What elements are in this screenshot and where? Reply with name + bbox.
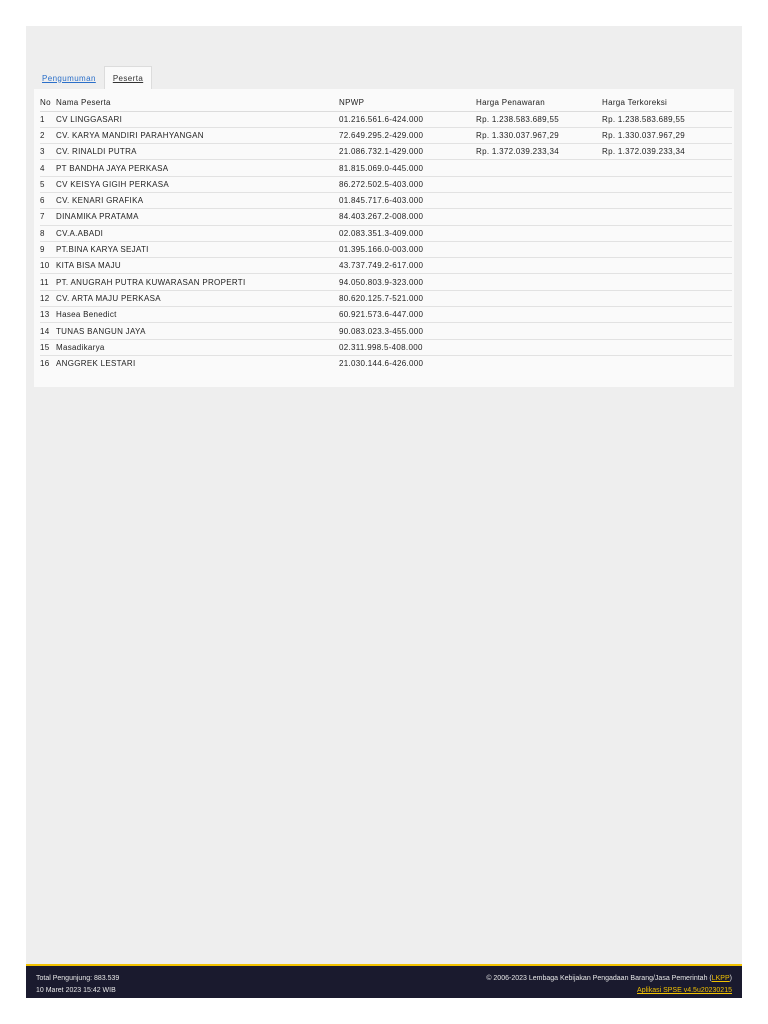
row-harga-terkoreksi [602,339,732,355]
row-harga-penawaran: Rp. 1.372.039.233,34 [476,144,602,160]
row-harga-penawaran [476,355,602,371]
row-harga-penawaran [476,258,602,274]
row-no: 16 [40,359,50,369]
row-nama: CV. RINALDI PUTRA [56,144,339,160]
table-row [40,290,732,306]
row-nama: CV LINGGASARI [56,111,339,127]
table-row [40,355,732,371]
copyright-label: © 2006-2023 Lembaga Kebijakan Pengadaan Barang/Jasa Pemerintah ( [486,975,712,982]
row-no: 3 [40,144,56,160]
row-harga-terkoreksi [602,307,732,323]
row-harga-penawaran [476,225,602,241]
row-nama: DINAMIKA PRATAMA [56,209,339,225]
row-npwp: 80.620.125.7-521.000 [339,290,476,306]
table-row [40,160,732,176]
table-row [40,225,732,241]
row-nama: Hasea Benedict [56,307,339,323]
row-npwp: 60.921.573.6-447.000 [339,307,476,323]
footer-datetime: 10 Maret 2023 15:42 WIB [36,987,116,994]
row-harga-penawaran [476,241,602,257]
app-version-link[interactable]: Aplikasi SPSE v4.5u20230215 [637,987,732,994]
row-nama: KITA BISA MAJU [56,258,339,274]
row-npwp: 01.216.561.6-424.000 [339,111,476,127]
row-harga-penawaran [476,192,602,208]
row-nama: ANGGREK LESTARI [56,359,136,369]
row-npwp: 90.083.023.3-455.000 [339,323,476,339]
row-harga-penawaran [476,274,602,290]
row-harga-penawaran [476,160,602,176]
row-harga-terkoreksi [602,160,732,176]
row-harga-terkoreksi [602,241,732,257]
row-harga-terkoreksi [602,209,732,225]
row-nama: PT. ANUGRAH PUTRA KUWARASAN PROPERTI [56,274,339,290]
row-npwp: 21.030.144.6-426.000 [339,359,424,369]
row-npwp: 72.649.295.2-429.000 [339,127,476,143]
table-row [40,111,732,127]
row-no: 1 [40,111,56,127]
row-nama: PT.BINA KARYA SEJATI [56,241,339,257]
row-harga-penawaran [476,176,602,192]
row-npwp: 02.311.998.5-408.000 [339,339,476,355]
row-no: 12 [40,290,56,306]
table-row [40,144,732,160]
visitor-count: Total Pengunjung: 883.539 [36,975,120,982]
row-no: 6 [40,192,56,208]
table-header-row [40,95,732,111]
col-header-penawaran: Harga Penawaran [476,95,602,111]
row-no: 15 [40,339,56,355]
row-harga-terkoreksi [602,355,732,371]
peserta-panel [34,89,734,387]
row-npwp: 94.050.803.9-323.000 [339,274,476,290]
row-npwp: 81.815.069.0-445.000 [339,160,476,176]
table-row [40,258,732,274]
row-harga-terkoreksi: Rp. 1.330.037.967,29 [602,127,732,143]
table-row [40,127,732,143]
row-nama: Masadikarya [56,339,339,355]
row-npwp: 21.086.732.1-429.000 [339,144,476,160]
row-no: 8 [40,225,56,241]
row-npwp: 84.403.267.2-008.000 [339,209,476,225]
row-nama: CV. KARYA MANDIRI PARAHYANGAN [56,127,339,143]
row-no: 10 [40,258,56,274]
row-no: 11 [40,274,56,290]
row-harga-terkoreksi [602,323,732,339]
row-no: 9 [40,241,56,257]
table-row [40,209,732,225]
page-frame [26,26,742,998]
col-header-nama: Nama Peserta [56,95,339,111]
row-harga-penawaran: Rp. 1.238.583.689,55 [476,111,602,127]
row-harga-terkoreksi [602,176,732,192]
table-row [40,307,732,323]
row-harga-terkoreksi: Rp. 1.372.039.233,34 [602,144,732,160]
row-harga-terkoreksi [602,290,732,306]
row-npwp: 01.395.166.0-003.000 [339,241,476,257]
row-no: 13 [40,307,56,323]
tab-pengumuman[interactable]: Pengumuman [42,73,96,83]
row-harga-penawaran [476,307,602,323]
table-row [40,323,732,339]
row-harga-terkoreksi [602,192,732,208]
copyright-text [486,973,732,985]
row-nama: PT BANDHA JAYA PERKASA [56,160,339,176]
table-row [40,339,732,355]
table-row [40,192,732,208]
footer [26,964,742,998]
tab-bar [34,64,734,90]
row-npwp: 86.272.502.5-403.000 [339,176,476,192]
row-nama: CV. ARTA MAJU PERKASA [56,290,339,306]
col-header-terkoreksi: Harga Terkoreksi [602,95,732,111]
row-no: 14 [40,323,56,339]
row-harga-terkoreksi [602,225,732,241]
row-nama: CV. KENARI GRAFIKA [56,192,339,208]
row-no: 7 [40,209,56,225]
row-nama: TUNAS BANGUN JAYA [56,323,339,339]
row-npwp: 02.083.351.3-409.000 [339,225,476,241]
row-npwp: 43.737.749.2-617.000 [339,258,476,274]
copyright-close: ) [729,975,732,982]
col-header-no: No [40,95,56,111]
col-header-npwp: NPWP [339,95,476,111]
row-harga-terkoreksi [602,258,732,274]
row-harga-penawaran: Rp. 1.330.037.967,29 [476,127,602,143]
row-no: 5 [40,176,56,192]
table-row [40,241,732,257]
row-nama: CV.A.ABADI [56,225,339,241]
row-harga-penawaran [476,323,602,339]
table-row [40,274,732,290]
row-harga-terkoreksi [602,274,732,290]
row-harga-penawaran [476,209,602,225]
tab-peserta[interactable]: Peserta [104,66,152,90]
row-harga-penawaran [476,290,602,306]
row-no: 4 [40,160,56,176]
row-nama: CV KEISYA GIGIH PERKASA [56,176,339,192]
row-harga-terkoreksi: Rp. 1.238.583.689,55 [602,111,732,127]
row-harga-penawaran [476,339,602,355]
row-no: 2 [40,127,56,143]
table-row [40,176,732,192]
lkpp-link[interactable]: LKPP [711,975,730,982]
row-npwp: 01.845.717.6-403.000 [339,192,476,208]
peserta-table [40,95,732,372]
